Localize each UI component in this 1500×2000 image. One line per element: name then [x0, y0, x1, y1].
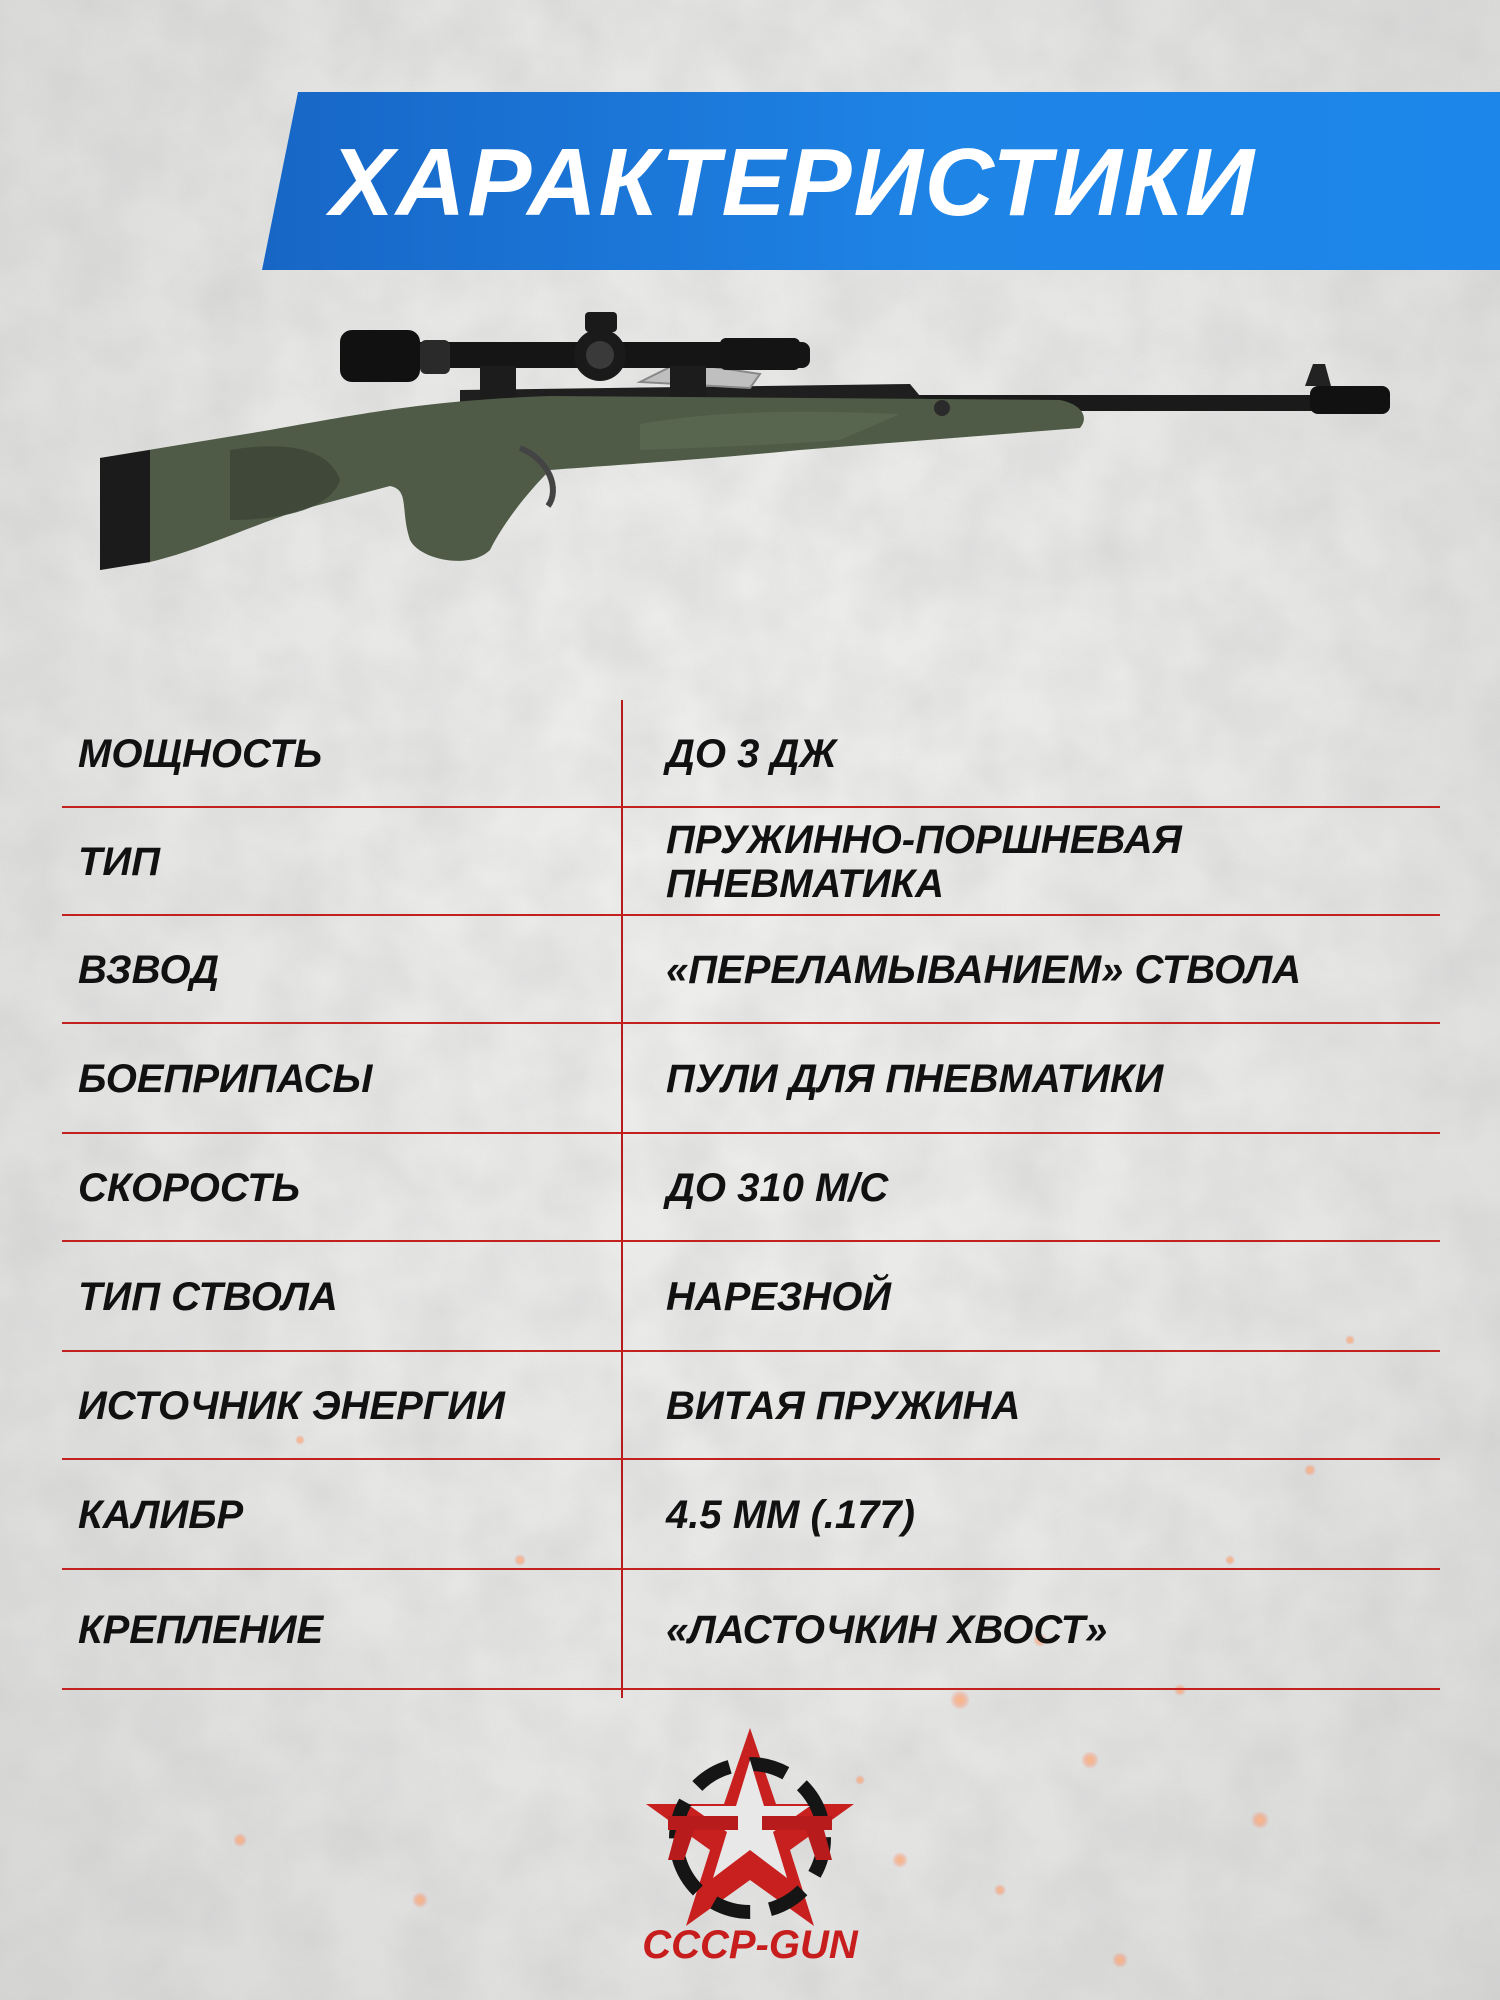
page-title: ХАРАКТЕРИСТИКИ [330, 129, 1257, 236]
air-rifle-image [80, 300, 1440, 640]
table-row [62, 808, 1440, 916]
spec-label: ИСТОЧНИК ЭНЕРГИИ [78, 1384, 505, 1428]
table-row [62, 1134, 1440, 1242]
spec-label: МОЩНОСТЬ [78, 732, 323, 776]
row-divider [62, 1688, 1440, 1690]
table-row [62, 1352, 1440, 1460]
table-row [62, 1460, 1440, 1570]
spec-label: КАЛИБР [78, 1493, 244, 1537]
table-row [62, 1024, 1440, 1134]
specs-table [62, 700, 1440, 1700]
table-row [62, 1242, 1440, 1352]
spec-label: БОЕПРИПАСЫ [78, 1057, 373, 1101]
spec-value: НАРЕЗНОЙ [666, 1275, 892, 1319]
spec-label: ВЗВОД [78, 948, 219, 992]
spec-value: «ПЕРЕЛАМЫВАНИЕМ» СТВОЛА [666, 948, 1302, 992]
spec-value: ПРУЖИННО-ПОРШНЕВАЯ ПНЕВМАТИКА [666, 818, 1182, 906]
spec-value: ДО 3 ДЖ [666, 732, 837, 776]
brand-name: СССР-GUN [642, 1923, 858, 1967]
spec-label: ТИП [78, 840, 160, 884]
table-row [62, 700, 1440, 808]
table-row [62, 916, 1440, 1024]
spec-value: ДО 310 М/С [666, 1166, 889, 1210]
spec-value: «ЛАСТОЧКИН ХВОСТ» [666, 1608, 1108, 1652]
spec-value: ПУЛИ ДЛЯ ПНЕВМАТИКИ [666, 1057, 1164, 1101]
spec-label: КРЕПЛЕНИЕ [78, 1608, 324, 1652]
spec-label: СКОРОСТЬ [78, 1166, 300, 1210]
table-row [62, 1570, 1440, 1690]
spec-value: 4.5 ММ (.177) [666, 1493, 915, 1537]
spec-value: ВИТАЯ ПРУЖИНА [666, 1384, 1021, 1428]
spec-label: ТИП СТВОЛА [78, 1275, 338, 1319]
